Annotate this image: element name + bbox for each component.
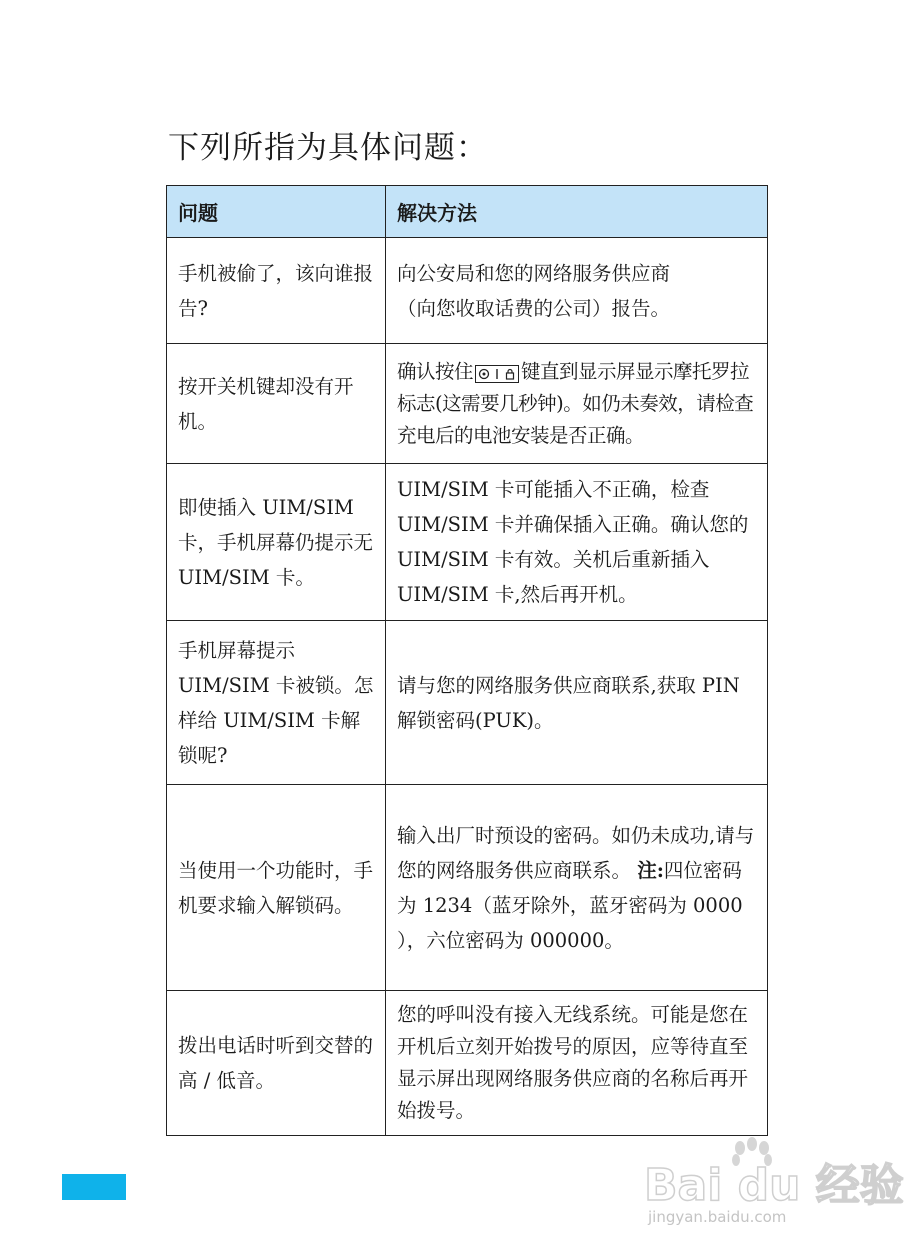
question-cell: 手机被偷了，该向谁报告? [167, 238, 386, 344]
solution-cell [386, 238, 768, 344]
solution-text: 键直到显示屏显示摩托罗拉标志(这需要几秒钟)。如仍未奏效，请检查充电后的电池安装是否正确。 [397, 359, 754, 447]
note-label: 注: [637, 858, 664, 882]
page-heading: 下列所指为具体问题： [168, 130, 488, 166]
faq-table [166, 185, 768, 1136]
baidu-jingyan-watermark [640, 1138, 904, 1228]
question-cell: 当使用一个功能时，手机要求输入解锁码。 [167, 785, 386, 991]
solution-cell [386, 344, 768, 464]
table-row [167, 238, 768, 344]
watermark-url: jingyan.baidu.com [648, 1208, 787, 1226]
solution-cell: UIM/SIM 卡可能插入不正确，检查 UIM/SIM 卡并确保插入正确。确认您的 UIM/SIM 卡有效。关机后重新插入 UIM/SIM 卡,然后再开机。 [386, 464, 768, 621]
question-cell: 拨出电话时听到交替的高 / 低音。 [167, 991, 386, 1136]
solution-line: 向公安局和您的网络服务供应商 [397, 261, 671, 285]
table-header-row [167, 186, 768, 238]
solution-text: 确认按住 [397, 359, 474, 383]
question-cell: 手机屏幕提示 UIM/SIM 卡被锁。怎样给 UIM/SIM 卡解锁呢? [167, 621, 386, 785]
solution-line: （向您收取话费的公司）报告。 [397, 296, 671, 320]
table-row [167, 464, 768, 621]
table-row [167, 991, 768, 1136]
accent-bar [62, 1174, 126, 1200]
table-row [167, 785, 768, 991]
watermark-logo: Bai du 经验 [644, 1160, 904, 1211]
column-header-solution: 解决方法 [386, 186, 768, 238]
solution-cell: 您的呼叫没有接入无线系统。可能是您在开机后立刻开始拨号的原因，应等待直至显示屏出现网络服务供应商的名称后再开始拨号。 [386, 991, 768, 1136]
power-key-icon [475, 365, 519, 383]
table-row [167, 344, 768, 464]
question-cell: 即使插入 UIM/SIM 卡，手机屏幕仍提示无 UIM/SIM 卡。 [167, 464, 386, 621]
question-cell: 按开关机键却没有开机。 [167, 344, 386, 464]
note-text: 四位密码为 1234（蓝牙除外，蓝牙密码为 0000 ），六位密码为 000000。 [397, 858, 743, 952]
solution-cell [386, 785, 768, 991]
column-header-question: 问题 [167, 186, 386, 238]
table-row [167, 621, 768, 785]
solution-text: 输入出厂时预设的密码。如仍未成功,请与您的网络服务供应商联系。 [397, 823, 755, 882]
solution-cell: 请与您的网络服务供应商联系,获取 PIN 解锁密码(PUK)。 [386, 621, 768, 785]
